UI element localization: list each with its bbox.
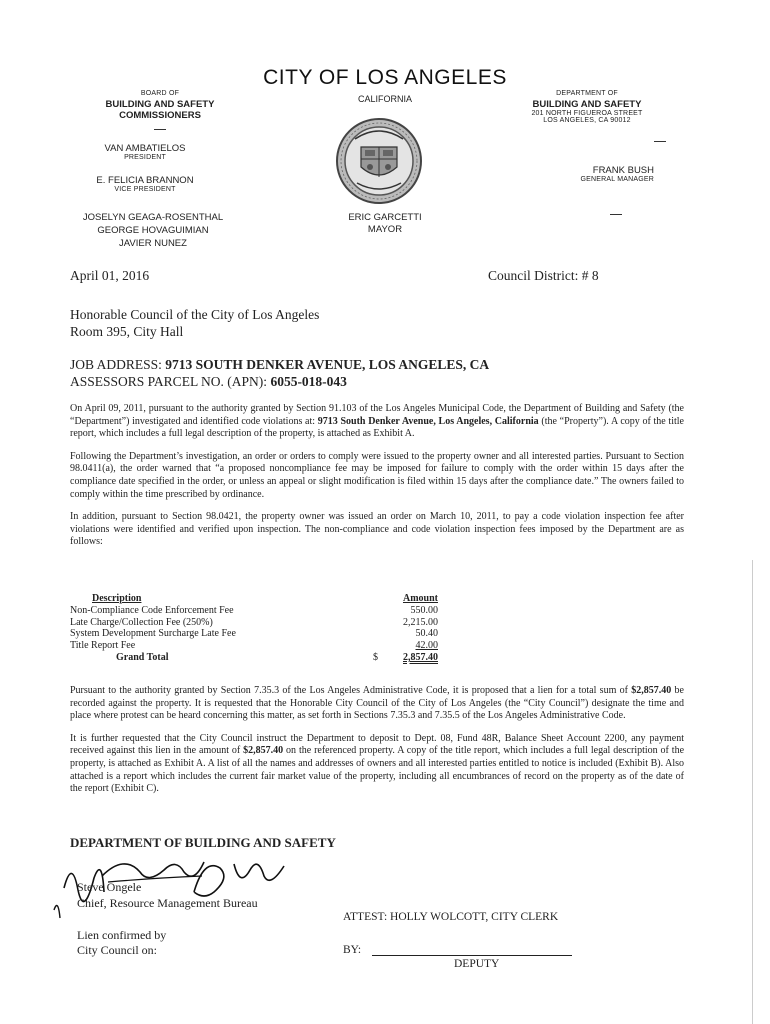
other-commissioners xyxy=(58,211,248,250)
fee-amount: 50.40 xyxy=(415,628,438,640)
divider xyxy=(154,129,166,130)
board-block xyxy=(80,90,240,130)
letter-body xyxy=(70,403,684,549)
apn-number: 6055-018-043 xyxy=(270,374,347,389)
dept-address-line1: 201 NORTH FIGUEROA STREET xyxy=(531,110,643,117)
commissioner-name: JOSELYN GEAGA-ROSENTHAL xyxy=(82,212,224,223)
paragraph-3: In addition, pursuant to Section 98.0421, the property owner was issued an order on March 10, 2011, to pay a code violation inspection fee after violations were identified and verified upon inspection. The non-compliance and code violation inspection fees imposed by the Department are as follows: xyxy=(70,511,684,548)
apn-label: ASSESSORS PARCEL NO. (APN): xyxy=(70,374,271,389)
board-of-label: BOARD OF xyxy=(140,90,180,97)
commissioner-name: VAN AMBATIELOS xyxy=(104,143,186,154)
paragraph-5 xyxy=(70,733,684,796)
letter-body-2 xyxy=(70,685,684,796)
council-district: Council District: # 8 xyxy=(488,268,599,283)
city-seal-icon xyxy=(335,117,423,205)
job-address: 9713 SOUTH DENKER AVENUE, LOS ANGELES, CA xyxy=(165,357,490,372)
recipient xyxy=(70,306,319,340)
table-row xyxy=(70,640,438,652)
mayor-title: MAYOR xyxy=(367,224,403,235)
paragraph-1 xyxy=(70,403,684,441)
fee-amount: 2,215.00 xyxy=(403,616,438,628)
general-manager-name: FRANK BUSH xyxy=(592,165,654,176)
fee-description: Late Charge/Collection Fee (250%) xyxy=(70,616,213,628)
scan-edge-line xyxy=(752,560,753,1024)
fee-table xyxy=(70,593,438,664)
general-manager-block xyxy=(540,165,654,183)
attest-line: ATTEST: HOLLY WOLCOTT, CITY CLERK xyxy=(343,911,559,923)
apn-line xyxy=(70,373,489,390)
signer-name: Steve Ongele xyxy=(77,880,142,894)
table-row xyxy=(70,617,438,629)
lien-confirmed xyxy=(77,928,166,958)
paragraph-2: Following the Department’s investigation, an order or orders to comply were issued to the property owner and all interested parties. Pursuant to Section 98.0411(a), the order warned that “a proposed noncompliance fee may be imposed for failure to comply with the order within 15 days after the compliance date specified in the order, or unless an appeal or slight modification is filed within 15 days after the compliance date.” The owners failed to comply within the time prescribed by ordinance. xyxy=(70,450,684,500)
department-block xyxy=(500,90,674,142)
lien-line1: Lien confirmed by xyxy=(77,928,167,942)
recipient-line1: Honorable Council of the City of Los Angeles xyxy=(70,307,320,322)
commissioner-title: PRESIDENT xyxy=(124,154,166,161)
text: be recorded against the property. It is requested that the Honorable City Council of the City of Los Angeles (the “City Council”) designate the time and place where protest can be heard concerning this matter, as set forth in Sections 7.35.3 and 7.35.5 of the Los Angeles Administrative Code. xyxy=(70,685,684,722)
fee-table-header xyxy=(70,593,438,605)
text: Pursuant to the authority granted by Section 7.35.3 of the Los Angeles Administrative Code, it is proposed that a lien for a total sum of xyxy=(70,685,632,696)
lien-amount: $2,857.40 xyxy=(243,745,284,757)
grand-total-amount: 2,857.40 xyxy=(403,651,438,663)
text: It is further requested that the City Council instruct the Department to deposit to Dept. 08, Fund 48R, Balance Sheet Account 2200, any payment received against this lien in the amount of xyxy=(70,732,684,757)
signature-blank-line xyxy=(372,955,572,956)
text: on the referenced property. A copy of the title report, which includes a full legal description of the property, is attached as Exhibit A. A list of all the names and addresses of owners and all interested parties entitled to notice is included (Exhibit B). Also attached is a report which includes the current fair market value of the property, including all encumbrances of record on the property as of the date of the report (Exhibit C). xyxy=(70,745,685,795)
board-name-line2: COMMISSIONERS xyxy=(119,110,201,121)
job-address-line xyxy=(70,356,489,373)
dept-name: BUILDING AND SAFETY xyxy=(532,99,642,110)
paragraph-4 xyxy=(70,685,684,723)
text: On April 09, 2011, pursuant to the authority granted by Section 91.103 of the Los Angeles Municipal Code, the Department of Building and Safety (the “Department”) investigated and identified code violations at: xyxy=(70,403,684,427)
recipient-line2: Room 395, City Hall xyxy=(70,324,184,339)
property-address: 9713 South Denker Avenue, Los Angeles, California xyxy=(317,415,539,427)
text: (the “Property”). A copy of the title report, which includes a full legal description of the property, is attached as Exhibit A. xyxy=(70,415,684,440)
commissioner-name: E. FELICIA BRANNON xyxy=(96,175,194,186)
letter-date: April 01, 2016 xyxy=(70,268,150,283)
fee-description: Title Report Fee xyxy=(70,640,136,652)
fee-amount: 42.00 xyxy=(415,640,438,652)
grand-total-label: Grand Total xyxy=(116,651,169,663)
fee-description: Non-Compliance Code Enforcement Fee xyxy=(70,604,234,616)
general-manager-title: GENERAL MANAGER xyxy=(580,176,654,183)
fee-amount: 550.00 xyxy=(410,604,438,616)
commissioner-2 xyxy=(60,175,230,193)
job-address-block xyxy=(70,356,489,390)
signer xyxy=(77,880,258,910)
grand-total-currency: $ xyxy=(373,651,378,663)
signer-title: Chief, Resource Management Bureau xyxy=(77,896,258,910)
board-name-line1: BUILDING AND SAFETY xyxy=(105,99,215,110)
mayor-block xyxy=(300,212,470,236)
commissioner-name: JAVIER NUNEZ xyxy=(119,238,187,249)
commissioner-name: GEORGE HOVAGUIMIAN xyxy=(97,225,209,236)
table-row xyxy=(70,605,438,617)
lien-line2: City Council on: xyxy=(77,943,158,957)
divider xyxy=(610,214,622,215)
mayor-name: ERIC GARCETTI xyxy=(348,212,422,223)
column-header-description: Description xyxy=(92,593,142,604)
by-label: BY: xyxy=(343,944,362,956)
fee-description: System Development Surcharge Late Fee xyxy=(70,628,236,640)
dept-address-line2: LOS ANGELES, CA 90012 xyxy=(543,117,631,124)
divider xyxy=(654,141,666,142)
lien-amount: $2,857.40 xyxy=(631,685,672,696)
table-row xyxy=(70,628,438,640)
dept-signature-heading: DEPARTMENT OF BUILDING AND SAFETY xyxy=(70,835,336,850)
commissioner-title: VICE PRESIDENT xyxy=(114,186,176,193)
grand-total-row xyxy=(70,652,438,664)
deputy-label: DEPUTY xyxy=(454,958,500,970)
dept-of-label: DEPARTMENT OF xyxy=(556,90,618,97)
column-header-amount: Amount xyxy=(402,593,438,604)
commissioner-1 xyxy=(70,143,220,161)
city-title: CITY OF LOS ANGELES xyxy=(263,66,507,89)
job-address-label: JOB ADDRESS: xyxy=(70,357,166,372)
by-line xyxy=(343,944,572,956)
state-name: CALIFORNIA xyxy=(357,94,412,104)
